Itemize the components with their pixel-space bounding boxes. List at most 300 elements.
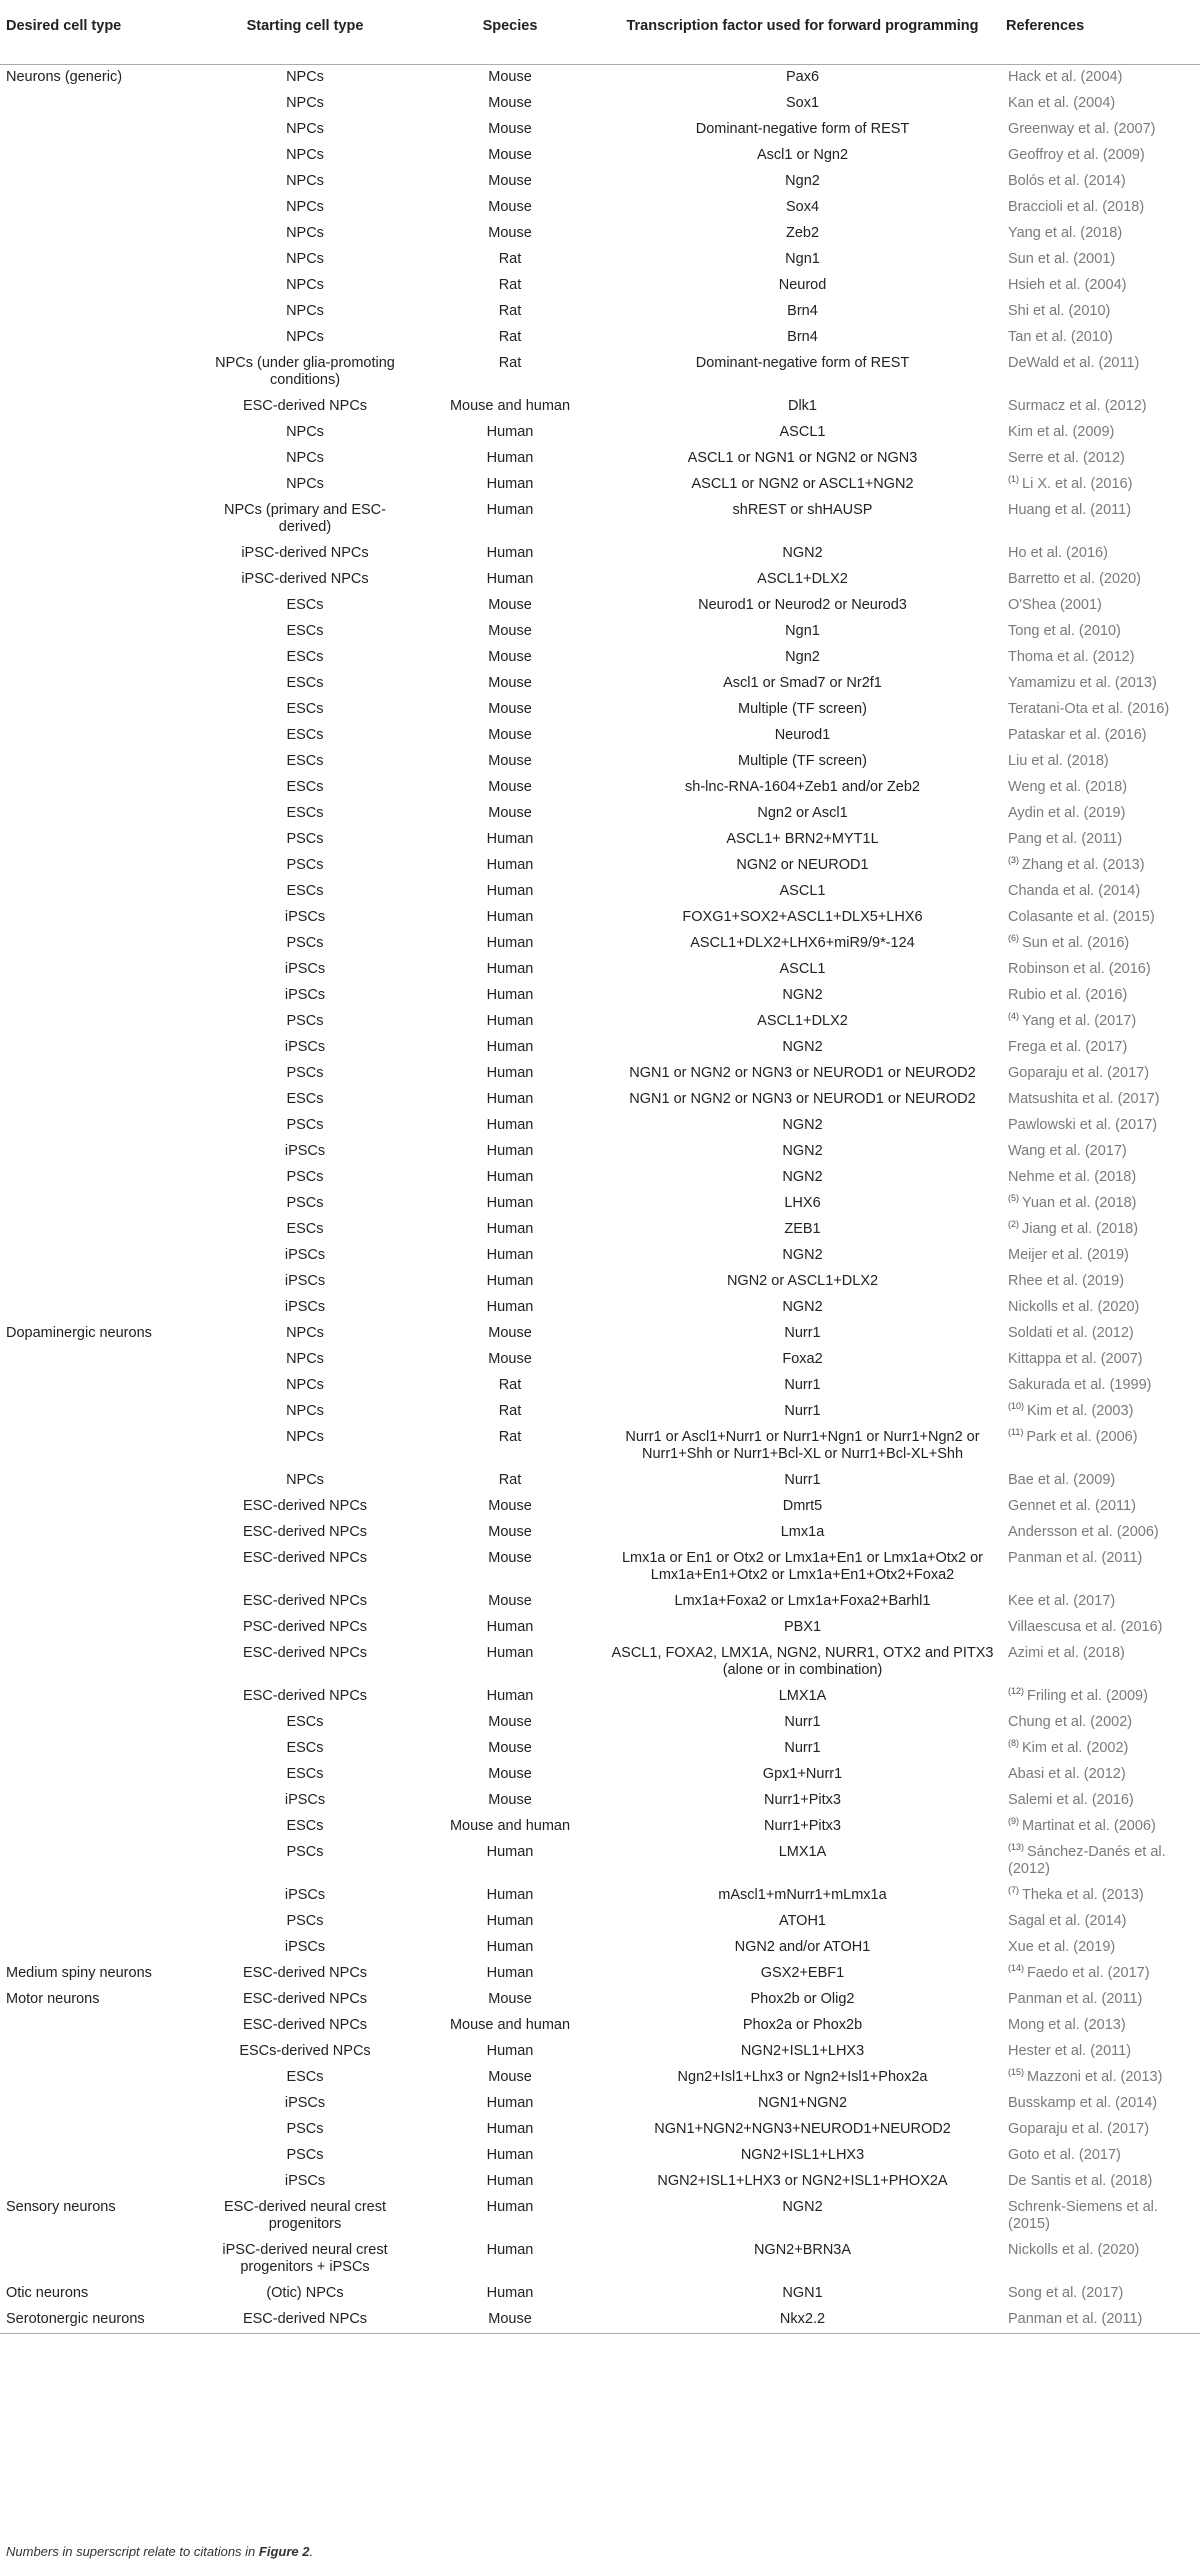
desired-cell-type-cell — [0, 1425, 195, 1468]
transcription-factor-cell: Nurr1+Pitx3 — [764, 1818, 841, 1834]
reference-link[interactable]: Theka et al. (2013) — [1022, 1887, 1144, 1903]
reference-link[interactable]: Pang et al. (2011) — [1008, 831, 1123, 847]
reference-link[interactable]: Friling et al. (2009) — [1027, 1688, 1148, 1704]
reference-link[interactable]: Soldati et al. (2012) — [1008, 1325, 1134, 1341]
desired-cell-type-cell — [0, 801, 195, 827]
table-row — [0, 273, 1200, 299]
reference-link[interactable]: Liu et al. (2018) — [1008, 753, 1109, 769]
species-cell: Rat — [498, 1377, 522, 1393]
reference-link[interactable]: Weng et al. (2018) — [1008, 779, 1128, 795]
table-row — [0, 143, 1200, 169]
species-cell: Human — [486, 1688, 534, 1704]
reference-link[interactable]: Serre et al. (2012) — [1008, 450, 1125, 466]
table-row — [0, 723, 1200, 749]
reference-link[interactable]: Nehme et al. (2018) — [1008, 1169, 1137, 1185]
reference-link[interactable]: Goparaju et al. (2017) — [1008, 2121, 1150, 2137]
reference-link[interactable]: Shi et al. (2010) — [1008, 303, 1111, 319]
desired-cell-type-cell — [0, 1139, 195, 1165]
species-cell: Human — [486, 1143, 534, 1159]
species-cell: Human — [486, 1247, 534, 1263]
reference-link[interactable]: Nickolls et al. (2020) — [1008, 1299, 1140, 1315]
species-cell: Human — [486, 1299, 534, 1315]
species-cell: Human — [486, 476, 534, 492]
reference-cell — [1000, 1399, 1200, 1425]
transcription-factor-cell: Sox1 — [785, 95, 820, 111]
reference-cell — [1000, 593, 1200, 619]
species-cell: Human — [486, 883, 534, 899]
reference-cell — [1000, 1061, 1200, 1087]
reference-cell — [1000, 1615, 1200, 1641]
reference-link[interactable]: Frega et al. (2017) — [1008, 1039, 1128, 1055]
species-cell: Human — [486, 502, 534, 518]
starting-cell-type-cell: NPCs — [286, 199, 324, 215]
table-row — [0, 498, 1200, 541]
reference-cell — [1000, 697, 1200, 723]
reference-cell — [1000, 143, 1200, 169]
starting-cell-type-cell: ESC-derived NPCs — [195, 2307, 415, 2334]
starting-cell-type-cell: NPCs — [286, 303, 324, 319]
species-cell: Mouse — [488, 1351, 532, 1367]
starting-cell-type-cell: PSCs — [286, 1065, 324, 1081]
reference-link[interactable]: Sagal et al. (2014) — [1008, 1913, 1127, 1929]
reference-cell — [1000, 905, 1200, 931]
reference-cell — [1000, 1788, 1200, 1814]
table-row — [0, 1087, 1200, 1113]
reference-link[interactable]: O'Shea (2001) — [1008, 597, 1102, 613]
header-references: References — [1000, 0, 1200, 65]
transcription-factor-cell: ASCL1 — [779, 883, 826, 899]
starting-cell-type-cell: ESCs — [286, 727, 324, 743]
desired-cell-type-cell — [0, 2013, 195, 2039]
starting-cell-type-cell: NPCs — [286, 1429, 324, 1445]
transcription-factor-cell: Nurr1 — [784, 1740, 821, 1756]
desired-cell-type-cell — [0, 1615, 195, 1641]
transcription-factor-cell: ASCL1, FOXA2, LMX1A, NGN2, NURR1, OTX2 and PITX3 (alone or in combination) — [611, 1645, 994, 1678]
table-row — [0, 2238, 1200, 2281]
desired-cell-type-cell — [0, 143, 195, 169]
desired-cell-type-cell — [0, 169, 195, 195]
reference-link[interactable]: Panman et al. (2011) — [1008, 1991, 1143, 2007]
reference-cell — [1000, 2065, 1200, 2091]
reference-cell — [1000, 957, 1200, 983]
desired-cell-type-cell — [0, 957, 195, 983]
species-cell: Human — [486, 571, 534, 587]
starting-cell-type-cell: ESCs — [286, 883, 324, 899]
reference-link[interactable]: Hsieh et al. (2004) — [1008, 277, 1127, 293]
transcription-factor-cell: ASCL1+DLX2 — [757, 1013, 848, 1029]
reference-link[interactable]: Yang et al. (2017) — [1022, 1013, 1137, 1029]
transcription-factor-cell: Neurod1 — [774, 727, 831, 743]
reference-cell — [1000, 1684, 1200, 1710]
transcription-factor-cell: Brn4 — [787, 303, 818, 319]
reference-link[interactable]: Goto et al. (2017) — [1008, 2147, 1121, 2163]
reference-link[interactable]: Sánchez-Danés et al. (2012) — [1008, 1844, 1166, 1877]
reference-link[interactable]: Kim et al. (2003) — [1027, 1403, 1134, 1419]
reference-link[interactable]: Villaescusa et al. (2016) — [1008, 1619, 1163, 1635]
table-row — [0, 1191, 1200, 1217]
reference-link[interactable]: Busskamp et al. (2014) — [1008, 2095, 1158, 2111]
table-row — [0, 2307, 1200, 2334]
desired-cell-type-cell — [0, 775, 195, 801]
reference-link[interactable]: Chung et al. (2002) — [1008, 1714, 1133, 1730]
citation-number: (13) — [1008, 1842, 1025, 1853]
reference-link[interactable]: Kim et al. (2002) — [1022, 1740, 1129, 1756]
reference-link[interactable]: Song et al. (2017) — [1008, 2285, 1124, 2301]
table-row — [0, 1425, 1200, 1468]
citation-number: (9) — [1008, 1816, 1019, 1827]
reference-link[interactable]: Sakurada et al. (1999) — [1008, 1377, 1152, 1393]
reference-cell — [1000, 1883, 1200, 1909]
reference-link[interactable]: Tan et al. (2010) — [1008, 329, 1113, 345]
table-row — [0, 957, 1200, 983]
citation-number: (8) — [1008, 1738, 1019, 1749]
transcription-factor-cell: Neurod1 or Neurod2 or Neurod3 — [698, 597, 907, 613]
reference-cell — [1000, 498, 1200, 541]
reference-link[interactable]: Martinat et al. (2006) — [1022, 1818, 1156, 1834]
reference-link[interactable]: Wang et al. (2017) — [1008, 1143, 1127, 1159]
table-row — [0, 1373, 1200, 1399]
starting-cell-type-cell: NPCs — [286, 1377, 324, 1393]
reference-link[interactable]: Meijer et al. (2019) — [1008, 1247, 1129, 1263]
desired-cell-type-cell — [0, 593, 195, 619]
reference-link[interactable]: Hester et al. (2011) — [1008, 2043, 1132, 2059]
citation-number: (7) — [1008, 1885, 1019, 1896]
citation-number: (12) — [1008, 1686, 1025, 1697]
starting-cell-type-cell: iPSCs — [284, 1039, 326, 1055]
species-cell: Human — [486, 2285, 534, 2301]
reference-link[interactable]: Zhang et al. (2013) — [1022, 857, 1145, 873]
reference-cell — [1000, 1087, 1200, 1113]
footnote-figure-link[interactable]: Figure 2 — [258, 2544, 310, 2559]
reference-link[interactable]: Bae et al. (2009) — [1008, 1472, 1116, 1488]
reference-cell — [1000, 2117, 1200, 2143]
reference-link[interactable]: Colasante et al. (2015) — [1008, 909, 1155, 925]
species-cell: Human — [486, 1117, 534, 1133]
reference-link[interactable]: Salemi et al. (2016) — [1008, 1792, 1134, 1808]
reference-link[interactable]: Tong et al. (2010) — [1008, 623, 1121, 639]
reference-link[interactable]: Hack et al. (2004) — [1008, 69, 1123, 85]
species-cell: Mouse — [488, 1498, 532, 1514]
reference-link[interactable]: Teratani-Ota et al. (2016) — [1008, 701, 1170, 717]
transcription-factor-cell: NGN2 — [782, 2199, 823, 2215]
desired-cell-type-cell — [0, 195, 195, 221]
species-cell: Mouse — [488, 69, 532, 85]
citation-number: (1) — [1008, 474, 1019, 485]
transcription-factor-cell: NGN2+ISL1+LHX3 — [740, 2147, 865, 2163]
desired-cell-type-cell — [0, 1883, 195, 1909]
table-row — [0, 827, 1200, 853]
table-row — [0, 1139, 1200, 1165]
starting-cell-type-cell: iPSC-derived NPCs — [241, 571, 369, 587]
desired-cell-type-cell — [0, 1399, 195, 1425]
species-cell: Mouse — [488, 649, 532, 665]
transcription-factor-cell: Lmx1a — [780, 1524, 825, 1540]
transcription-factor-cell: ASCL1 or NGN2 or ASCL1+NGN2 — [691, 476, 914, 492]
reference-link[interactable]: Faedo et al. (2017) — [1027, 1965, 1150, 1981]
reference-link[interactable]: Nickolls et al. (2020) — [1008, 2242, 1140, 2258]
transcription-factor-cell: Sox4 — [785, 199, 820, 215]
transcription-factor-cell: NGN2 or NEUROD1 — [736, 857, 869, 873]
reference-cell — [1000, 1710, 1200, 1736]
transcription-factor-cell: ASCL1+DLX2+LHX6+miR9/9*-124 — [690, 935, 915, 951]
reference-link[interactable]: Thoma et al. (2012) — [1008, 649, 1135, 665]
species-cell: Mouse — [488, 623, 532, 639]
reference-link[interactable]: Braccioli et al. (2018) — [1008, 199, 1145, 215]
species-cell: Human — [486, 987, 534, 1003]
reference-link[interactable]: Huang et al. (2011) — [1008, 502, 1132, 518]
reference-cell — [1000, 983, 1200, 1009]
species-cell: Human — [486, 2199, 534, 2215]
reference-link[interactable]: Goparaju et al. (2017) — [1008, 1065, 1150, 1081]
desired-cell-type-cell — [0, 1762, 195, 1788]
transcription-factor-cell: NGN1+NGN2+NGN3+NEUROD1+NEUROD2 — [654, 2121, 951, 2137]
table-row — [0, 394, 1200, 420]
reference-link[interactable]: Yuan et al. (2018) — [1022, 1195, 1137, 1211]
starting-cell-type-cell: ESCs — [286, 701, 324, 717]
species-cell: Human — [486, 1065, 534, 1081]
desired-cell-type-cell — [0, 827, 195, 853]
reference-link[interactable]: Xue et al. (2019) — [1008, 1939, 1116, 1955]
species-cell: Rat — [498, 329, 522, 345]
transcription-factor-cell: Ngn2 — [785, 173, 820, 189]
starting-cell-type-cell: PSCs — [286, 1913, 324, 1929]
starting-cell-type-cell: ESCs — [286, 779, 324, 795]
table-row — [0, 2091, 1200, 2117]
reference-cell — [1000, 221, 1200, 247]
reference-link[interactable]: Mong et al. (2013) — [1008, 2017, 1126, 2033]
transcription-factor-cell: Ngn2 or Ascl1 — [757, 805, 848, 821]
reference-link[interactable]: Yang et al. (2018) — [1008, 225, 1123, 241]
reference-link[interactable]: Greenway et al. (2007) — [1008, 121, 1156, 137]
table-row — [0, 1243, 1200, 1269]
table-body — [0, 65, 1200, 2334]
transcription-factor-cell: Lmx1a+Foxa2 or Lmx1a+Foxa2+Barhl1 — [674, 1593, 931, 1609]
reference-link[interactable]: Azimi et al. (2018) — [1008, 1645, 1125, 1661]
reference-link[interactable]: Bolós et al. (2014) — [1008, 173, 1126, 189]
reference-link[interactable]: Geoffroy et al. (2009) — [1008, 147, 1145, 163]
desired-cell-type-cell — [0, 1909, 195, 1935]
reference-link[interactable]: Yamamizu et al. (2013) — [1008, 675, 1157, 691]
reference-cell — [1000, 1736, 1200, 1762]
reference-link[interactable]: Kittappa et al. (2007) — [1008, 1351, 1143, 1367]
reference-link[interactable]: Kan et al. (2004) — [1008, 95, 1116, 111]
starting-cell-type-cell: iPSC-derived NPCs — [241, 545, 369, 561]
starting-cell-type-cell: ESCs — [286, 1818, 324, 1834]
starting-cell-type-cell: NPCs — [286, 1325, 324, 1341]
reference-link[interactable]: Ho et al. (2016) — [1008, 545, 1108, 561]
header-transcription-factor: Transcription factor used for forward programming — [605, 0, 1000, 65]
table-row — [0, 1684, 1200, 1710]
transcription-factor-cell: Multiple (TF screen) — [738, 701, 867, 717]
reference-link[interactable]: Sun et al. (2016) — [1022, 935, 1130, 951]
table-row — [0, 221, 1200, 247]
transcription-factor-cell: NGN2 — [782, 1117, 823, 1133]
table-row — [0, 567, 1200, 593]
starting-cell-type-cell: ESCs — [286, 623, 324, 639]
transcription-factor-cell: Pax6 — [785, 69, 820, 85]
reference-link[interactable]: Mazzoni et al. (2013) — [1027, 2069, 1163, 2085]
desired-cell-type-cell — [0, 2117, 195, 2143]
desired-cell-type-cell — [0, 247, 195, 273]
starting-cell-type-cell: PSCs — [286, 831, 324, 847]
transcription-factor-cell: Gpx1+Nurr1 — [762, 1766, 843, 1782]
species-cell: Human — [486, 424, 534, 440]
reference-link[interactable]: Kim et al. (2009) — [1008, 424, 1115, 440]
table-row — [0, 1710, 1200, 1736]
table-row — [0, 1061, 1200, 1087]
desired-cell-type-cell — [0, 541, 195, 567]
reference-cell — [1000, 775, 1200, 801]
species-cell: Mouse and human — [449, 1818, 571, 1834]
reference-link[interactable]: Sun et al. (2001) — [1008, 251, 1116, 267]
reference-link[interactable]: De Santis et al. (2018) — [1008, 2173, 1153, 2189]
reference-link[interactable]: Aydin et al. (2019) — [1008, 805, 1126, 821]
desired-cell-type-cell — [0, 1494, 195, 1520]
desired-cell-type-cell — [0, 567, 195, 593]
citation-number: (6) — [1008, 933, 1019, 944]
species-cell: Human — [486, 2095, 534, 2111]
starting-cell-type-cell: (Otic) NPCs — [266, 2285, 344, 2301]
starting-cell-type-cell: ESC-derived NPCs — [242, 1991, 368, 2007]
species-cell: Rat — [498, 303, 522, 319]
reference-cell — [1000, 1009, 1200, 1035]
starting-cell-type-cell: ESCs — [286, 1091, 324, 1107]
desired-cell-type-cell — [0, 1736, 195, 1762]
starting-cell-type-cell: NPCs — [286, 95, 324, 111]
species-cell: Mouse — [488, 1714, 532, 1730]
table-row — [0, 472, 1200, 498]
starting-cell-type-cell: NPCs (under glia-promoting conditions) — [215, 355, 395, 388]
desired-cell-type-cell — [0, 91, 195, 117]
species-cell: Rat — [498, 277, 522, 293]
reference-link[interactable]: Park et al. (2006) — [1026, 1429, 1138, 1445]
desired-cell-type-cell — [0, 221, 195, 247]
species-cell: Human — [486, 1645, 534, 1661]
table-row — [0, 117, 1200, 143]
transcription-factor-cell: NGN1 or NGN2 or NGN3 or NEUROD1 or NEUROD2 — [629, 1065, 976, 1081]
table-row — [0, 541, 1200, 567]
transcription-factor-cell: Ascl1 or Ngn2 — [756, 147, 849, 163]
starting-cell-type-cell: iPSCs — [284, 1143, 326, 1159]
reference-link[interactable]: Panman et al. (2011) — [1008, 2311, 1143, 2327]
desired-cell-type-cell — [0, 879, 195, 905]
transcription-factor-cell: ASCL1 — [779, 424, 826, 440]
table-row — [0, 1883, 1200, 1909]
desired-cell-type-cell: Motor neurons — [6, 1991, 100, 2007]
reference-link[interactable]: Surmacz et al. (2012) — [1008, 398, 1147, 414]
transcription-factor-cell: NGN2+ISL1+LHX3 — [740, 2043, 865, 2059]
reference-cell — [1000, 1909, 1200, 1935]
reference-cell — [1000, 247, 1200, 273]
reference-link[interactable]: Li X. et al. (2016) — [1022, 476, 1133, 492]
species-cell: Mouse — [488, 779, 532, 795]
transcription-factor-cell: Foxa2 — [782, 1351, 823, 1367]
starting-cell-type-cell: NPCs — [286, 147, 324, 163]
starting-cell-type-cell: PSCs — [286, 857, 324, 873]
transcription-factor-cell: Ngn2+Isl1+Lhx3 or Ngn2+Isl1+Phox2a — [677, 2069, 928, 2085]
reference-link[interactable]: Pataskar et al. (2016) — [1008, 727, 1147, 743]
transcription-factor-cell: NGN1+NGN2 — [757, 2095, 848, 2111]
species-cell: Human — [486, 2242, 534, 2258]
reference-cell — [1000, 1295, 1200, 1321]
reference-link[interactable]: Matsushita et al. (2017) — [1008, 1091, 1160, 1107]
reference-link[interactable]: Schrenk-Siemens et al. (2015) — [1008, 2199, 1158, 2232]
desired-cell-type-cell — [0, 1165, 195, 1191]
desired-cell-type-cell — [0, 1520, 195, 1546]
species-cell: Mouse — [488, 675, 532, 691]
table-row — [0, 1165, 1200, 1191]
reference-cell — [1000, 1840, 1200, 1883]
starting-cell-type-cell: NPCs — [286, 225, 324, 241]
desired-cell-type-cell — [0, 671, 195, 697]
reference-cell — [1000, 1468, 1200, 1494]
table-row — [0, 879, 1200, 905]
transcription-factor-cell: LHX6 — [784, 1195, 821, 1211]
header-starting-cell-type: Starting cell type — [195, 0, 415, 65]
reference-cell — [1000, 1035, 1200, 1061]
reference-link[interactable]: Chanda et al. (2014) — [1008, 883, 1141, 899]
reference-link[interactable]: Pawlowski et al. (2017) — [1008, 1117, 1158, 1133]
reference-link[interactable]: Andersson et al. (2006) — [1008, 1524, 1159, 1540]
reference-cell — [1000, 749, 1200, 775]
table-row — [0, 1935, 1200, 1961]
reference-link[interactable]: Gennet et al. (2011) — [1008, 1498, 1136, 1514]
table-row — [0, 195, 1200, 221]
desired-cell-type-cell: Medium spiny neurons — [6, 1965, 152, 1981]
reference-link[interactable]: Robinson et al. (2016) — [1008, 961, 1151, 977]
reference-cell — [1000, 1520, 1200, 1546]
reference-link[interactable]: Kee et al. (2017) — [1008, 1593, 1116, 1609]
reference-link[interactable]: Abasi et al. (2012) — [1008, 1766, 1126, 1782]
starting-cell-type-cell: iPSCs — [284, 1299, 326, 1315]
starting-cell-type-cell: iPSCs — [284, 1939, 326, 1955]
transcription-factor-cell: Phox2a or Phox2b — [742, 2017, 863, 2033]
transcription-factor-cell: NGN2 — [782, 1143, 823, 1159]
species-cell: Mouse — [488, 1550, 532, 1566]
reference-cell — [1000, 1546, 1200, 1589]
citation-number: (10) — [1008, 1401, 1025, 1412]
reference-link[interactable]: DeWald et al. (2011) — [1008, 355, 1140, 371]
table-row — [0, 2117, 1200, 2143]
species-cell: Mouse — [488, 1740, 532, 1756]
desired-cell-type-cell — [0, 1814, 195, 1840]
species-cell: Rat — [498, 1403, 522, 1419]
table-row — [0, 593, 1200, 619]
species-cell: Mouse — [488, 805, 532, 821]
desired-cell-type-cell — [0, 1087, 195, 1113]
starting-cell-type-cell: ESC-derived NPCs — [242, 1645, 368, 1661]
reference-link[interactable]: Panman et al. (2011) — [1008, 1550, 1143, 1566]
reference-cell — [1000, 273, 1200, 299]
reference-link[interactable]: Barretto et al. (2020) — [1008, 571, 1141, 587]
species-cell: Mouse — [488, 95, 532, 111]
starting-cell-type-cell: ESC-derived NPCs — [242, 2017, 368, 2033]
starting-cell-type-cell: ESCs — [286, 1221, 324, 1237]
transcription-factor-cell: Nurr1 — [784, 1377, 821, 1393]
species-cell: Mouse — [488, 121, 532, 137]
reference-link[interactable]: Rhee et al. (2019) — [1008, 1273, 1125, 1289]
table-row — [0, 325, 1200, 351]
reference-link[interactable]: Jiang et al. (2018) — [1022, 1221, 1139, 1237]
species-cell: Human — [486, 1169, 534, 1185]
desired-cell-type-cell — [0, 2091, 195, 2117]
species-cell: Rat — [498, 355, 522, 371]
reference-link[interactable]: Rubio et al. (2016) — [1008, 987, 1128, 1003]
transcription-factor-cell: Lmx1a or En1 or Otx2 or Lmx1a+En1 or Lmx1a+Otx2 or Lmx1a+En1+Otx2 or Lmx1a+En1+Otx2+Foxa2 — [621, 1550, 984, 1583]
starting-cell-type-cell: ESC-derived NPCs — [242, 1498, 368, 1514]
desired-cell-type-cell — [0, 1373, 195, 1399]
species-cell: Human — [486, 909, 534, 925]
